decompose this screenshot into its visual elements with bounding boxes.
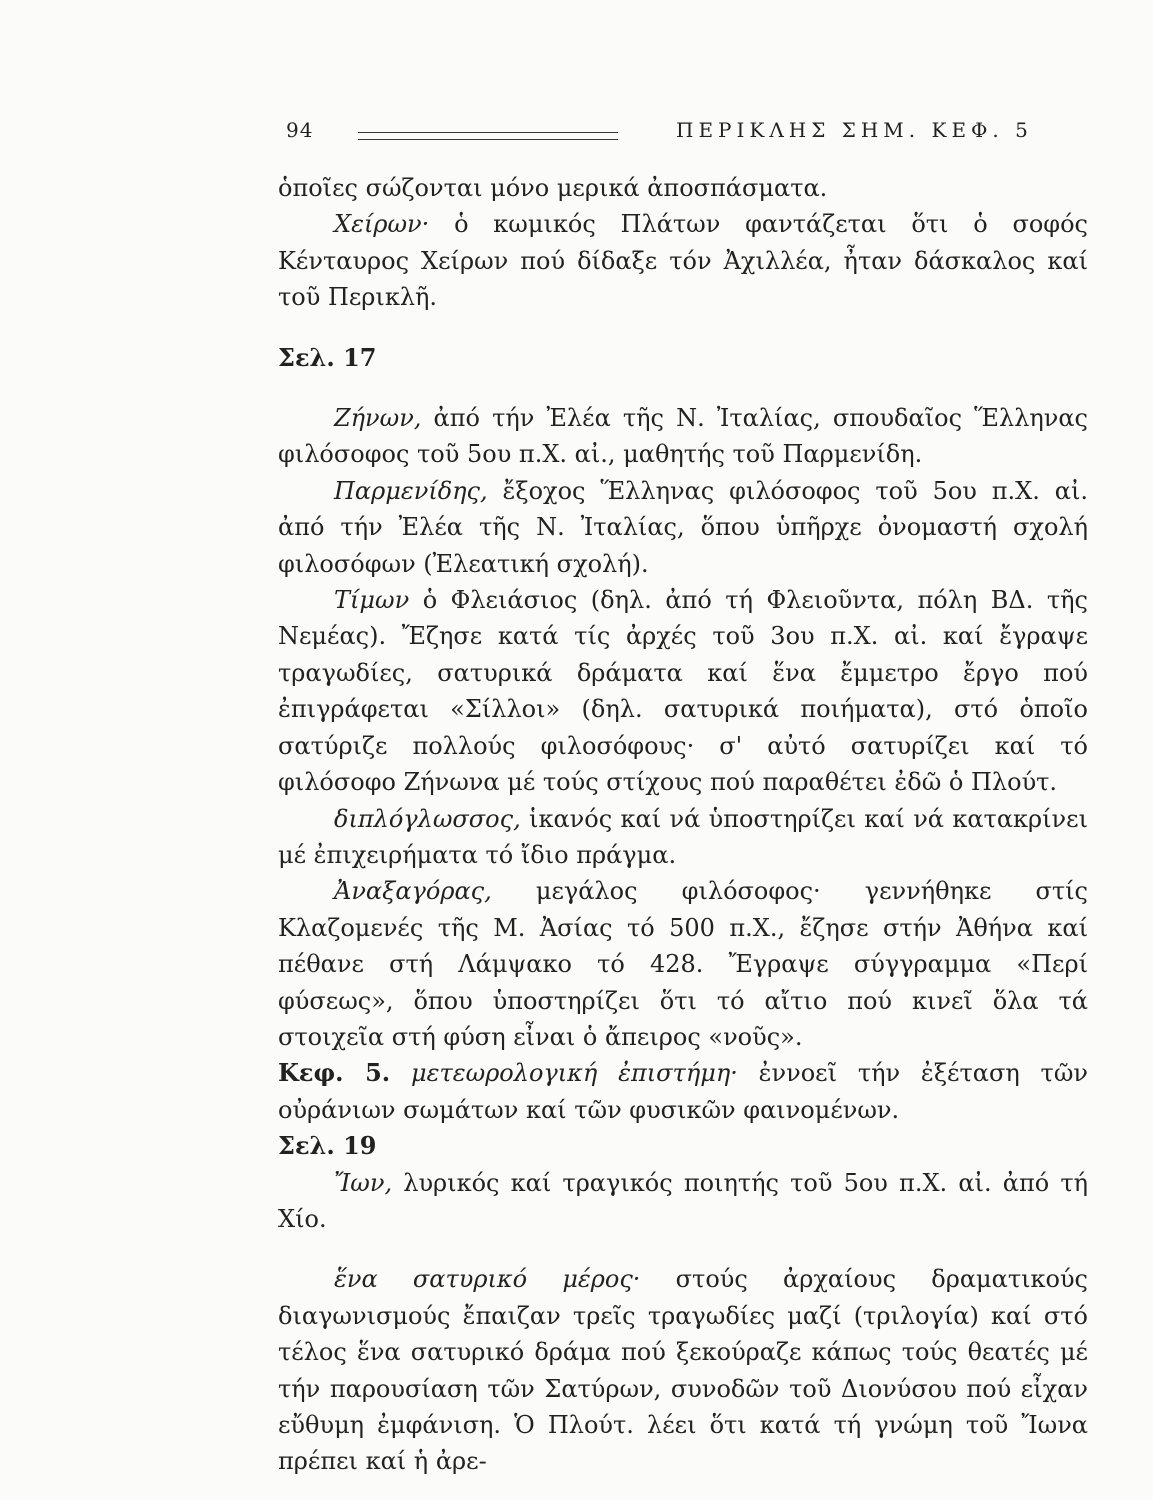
spacer: [278, 376, 1088, 400]
section-heading-19: Σελ. 19: [278, 1131, 377, 1161]
spacer: [278, 1237, 1088, 1261]
note-term: μετεωρολογική ἐπιστήμη·: [410, 1059, 738, 1088]
page-number: 94: [286, 118, 314, 142]
note-timon: Τίμων ὁ Φλειάσιος (δηλ. ἀπό τή Φλειοῦντα, πόλη ΒΔ. τῆς Νεμέας). Ἔζησε κατά τίς ἀρχές τοῦ 3ου π.Χ. αἰ. καί ἔγραψε τραγωδίες, σατυρικά δράματα καί ἕνα ἔμμετρο ἔργο πού ἐπιγράφεται «Σίλλοι» (δηλ. σατυρικά ποιήματα), στό ὁποῖο σατύριζε πολλούς φιλοσόφους· σ' αὐτό σατυρίζει καί τό φιλόσοφο Ζήνωνα μέ τούς στίχους πού παραθέτει ἐδῶ ὁ Πλούτ.: [278, 586, 1088, 797]
note-ion: Ἴων, λυρικός καί τραγικός ποιητής τοῦ 5ου π.Χ. αἰ. ἀπό τή Χίο.: [278, 1168, 1088, 1233]
note-kef5: Κεφ. 5. μετεωρολογική ἐπιστήμη· ἐννοεῖ τήν ἐξέταση τῶν οὐράνιων σωμάτων καί τῶν φυσικῶν φαινομένων.: [278, 1058, 1088, 1124]
running-title: ΠΕΡΙΚΛΗΣ ΣΗΜ. ΚΕΦ. 5: [676, 118, 1033, 142]
note-parmenides: Παρμενίδης, ἔξοχος Ἕλληνας φιλόσοφος τοῦ 5ου π.Χ. αἰ. ἀπό τήν Ἐλέα τῆς Ν. Ἰταλίας, ὅπου ὑπῆρχε ὀνομαστή σχολή φιλοσόφων (Ἐλεατική σχολή).: [278, 476, 1088, 578]
note-term: Ἴων,: [334, 1168, 393, 1197]
note-chiron: Χείρων· ὁ κωμικός Πλάτων φαντάζεται ὅτι ὁ σοφός Κένταυρος Χείρων πού δίδαξε τόν Ἀχιλλέα, ἦταν δάσκαλος καί τοῦ Περικλῆ.: [278, 210, 1088, 312]
note-term: Ἀναξαγόρας,: [334, 877, 492, 906]
header-rule: [358, 132, 618, 140]
note-satyric: ἕνα σατυρικό μέρος· στούς ἀρχαίους δραματικούς διαγωνισμούς ἔπαιζαν τρεῖς τραγωδίες μαζί (τριλογία) καί στό τέλος ἕνα σατυρικό δράμα πού ξεκούραζε κάπως τούς θεατές μέ τήν παρουσίαση τῶν Σατύρων, συνοδῶν τοῦ Διονύσου πού εἶχαν εὔθυμη ἐμφάνιση. Ὁ Πλούτ. λέει ὅτι κατά τή γνώμη τοῦ Ἴωνα πρέπει καί ἡ ἀρε-: [278, 1265, 1088, 1476]
note-term: διπλόγλωσσος,: [334, 804, 521, 833]
note-term: ἕνα σατυρικό μέρος·: [334, 1265, 641, 1294]
page-header: [286, 118, 1086, 158]
section-heading-17: Σελ. 17: [278, 342, 377, 372]
note-term: Τίμων: [334, 586, 410, 615]
note-diploglossos: διπλόγλωσσος, ἱκανός καί νά ὑποστηρίζει καί νά κατακρίνει μέ ἐπιχειρήματα τό ἴδιο πράγμα.: [278, 804, 1088, 869]
note-zenon: Ζήνων, ἀπό τήν Ἐλέα τῆς Ν. Ἰταλίας, σπουδαῖος Ἕλληνας φιλόσοφος τοῦ 5ου π.Χ. αἰ., μαθητής τοῦ Παρμενίδη.: [278, 404, 1088, 469]
spacer: [278, 316, 1088, 340]
note-term: Χείρων·: [334, 210, 430, 239]
page-body: [278, 170, 1088, 1480]
note-term: Παρμενίδης,: [334, 476, 488, 505]
note-term: Ζήνων,: [334, 404, 422, 433]
note-anaxagoras: Ἀναξαγόρας, μεγάλος φιλόσοφος· γεννήθηκε στίς Κλαζομενές τῆς Μ. Ἀσίας τό 500 π.Χ., ἔζησε στήν Ἀθήνα καί πέθανε στή Λάμψακο τό 428. Ἔγραψε σύγγραμμα «Περί φύσεως», ὅπου ὑποστηρίζει ὅτι τό αἴτιο πού κινεῖ ὅλα τά στοιχεῖα στή φύση εἶναι ὁ ἄπειρος «νοῦς».: [278, 877, 1088, 1051]
paragraph-continued: ὁποῖες σώζονται μόνο μερικά ἀποσπάσματα.: [278, 174, 828, 202]
chapter-label: Κεφ. 5.: [278, 1058, 391, 1088]
